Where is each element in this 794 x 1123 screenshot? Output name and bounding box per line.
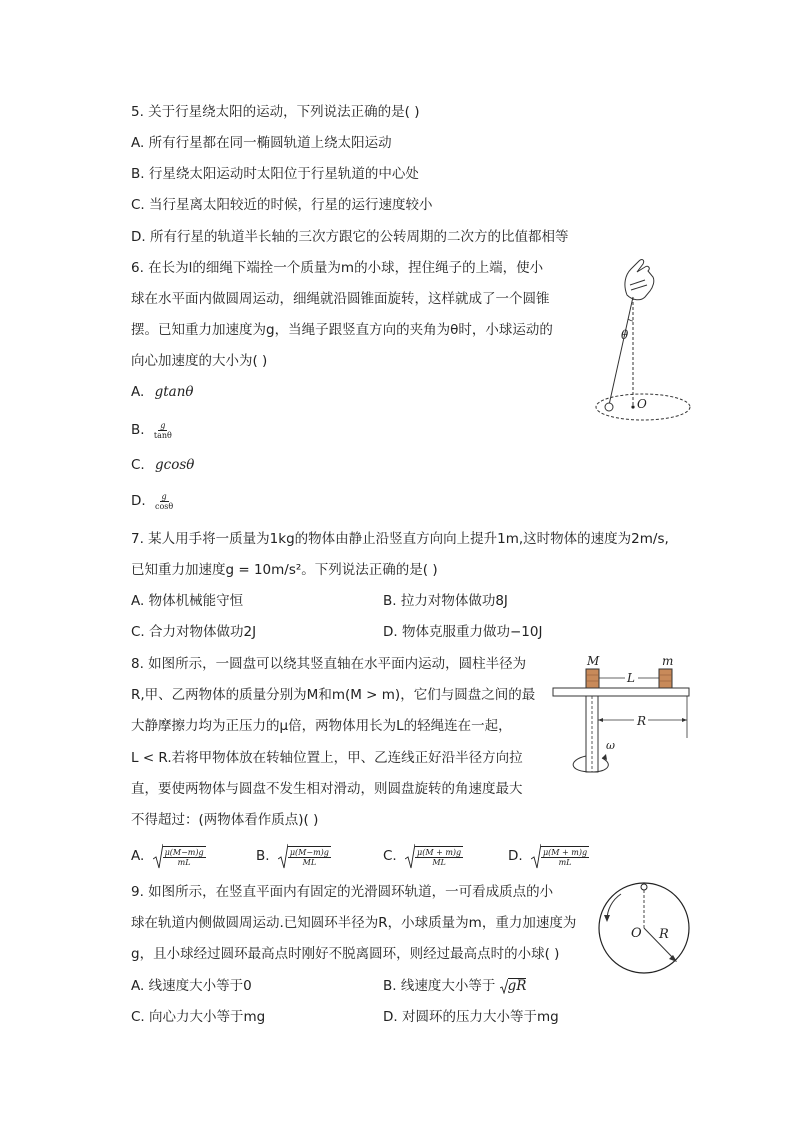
- q9-stem-line3: g，且小球经过圆环最高点时刚好不脱离圆环，则经过最高点时的小球( ): [131, 946, 560, 962]
- q6-option-b-label: B.: [131, 422, 145, 438]
- ball-at-top: [641, 884, 647, 890]
- q6-stem-line4: 向心加速度的大小为( ): [131, 353, 268, 369]
- q6-stem-line3: 摆。已知重力加速度为g，当绳子跟竖直方向的夹角为θ时，小球运动的: [131, 322, 553, 338]
- q8-option-a: [131, 843, 206, 869]
- q8-option-d-label: D.: [508, 848, 523, 864]
- q9-stem-line2: 球在轨道内侧做圆周运动.已知圆环半径为R，小球质量为m，重力加速度为: [131, 915, 577, 931]
- q8-stem-line5: 直，要使两物体与圆盘不发生相对滑动，则圆盘旋转的角速度最大: [131, 781, 523, 797]
- q6-option-d-label: D.: [131, 493, 146, 509]
- q6-option-a-formula: gtanθ: [154, 384, 194, 400]
- center-point: [631, 405, 634, 408]
- radical-sign-icon: [531, 843, 541, 869]
- q6-option-d: [131, 491, 173, 511]
- q7-option-c: C. 合力对物体做功2J: [131, 624, 257, 640]
- fig-O-label: O: [637, 397, 647, 411]
- q8-option-a-radical: [153, 843, 206, 869]
- q6-stem-line1: 6. 在长为l的细绳下端拴一个质量为m的小球，捏住绳子的上端，使小: [131, 260, 544, 276]
- string: [609, 297, 633, 405]
- q5-option-d: D. 所有行星的轨道半长轴的三次方跟它的公转周期的二次方的比值都相等: [131, 229, 569, 245]
- q8-option-c-label: C.: [383, 848, 397, 864]
- theta-arc: [628, 319, 633, 321]
- hand-icon: [625, 260, 654, 300]
- radical-sign-icon: [278, 843, 288, 869]
- q8-option-a-numerator: μ(M−m)g: [164, 847, 204, 857]
- q9-option-b-radical: [500, 978, 527, 994]
- q8-option-c-denominator: ML: [432, 857, 446, 867]
- block-M: [586, 669, 599, 688]
- fig-theta-label: θ: [621, 328, 629, 342]
- fig-O-label: O: [631, 926, 642, 941]
- q9-option-b: [383, 976, 526, 996]
- q8-option-b-label: B.: [256, 848, 270, 864]
- ball: [605, 403, 613, 411]
- fig-m-label: m: [662, 654, 674, 668]
- q8-option-a-denominator: mL: [177, 857, 191, 867]
- q6-option-d-denominator: cosθ: [154, 501, 174, 511]
- q9-option-b-radicand: gR: [507, 978, 527, 994]
- q9-option-b-label: B. 线速度大小等于: [383, 978, 496, 994]
- q8-option-d-denominator: mL: [558, 857, 572, 867]
- fig-R-label: R: [637, 714, 647, 728]
- fig-omega-label: ω: [606, 739, 615, 752]
- q6-option-c-formula: gcosθ: [155, 457, 195, 473]
- fig-M-label: M: [587, 654, 600, 668]
- q6-option-c-label: C.: [131, 457, 145, 473]
- fig-L-label: L: [627, 671, 635, 685]
- q6-option-c: [131, 455, 194, 475]
- radical-sign-icon: [153, 843, 163, 869]
- fig-R-label: R: [659, 927, 669, 942]
- q8-stem-line1: 8. 如图所示，一圆盘可以绕其竖直轴在水平面内运动，圆柱半径为: [131, 656, 527, 672]
- disc: [553, 688, 689, 696]
- q6-option-b-denominator: tanθ: [153, 430, 172, 440]
- radical-sign-icon: [405, 843, 415, 869]
- q5-option-b: B. 行星绕太阳运动时太阳位于行星轨道的中心处: [131, 166, 419, 182]
- q8-option-b-denominator: ML: [302, 857, 317, 867]
- block-m: [659, 669, 672, 688]
- q5-stem: 5. 关于行星绕太阳的运动，下列说法正确的是( ): [131, 104, 420, 120]
- q9-option-d: D. 对圆环的压力大小等于mg: [383, 1009, 559, 1025]
- q8-option-d-numerator: μ(M + m)g: [542, 847, 588, 857]
- q8-stem-line4: L < R.若将甲物体放在转轴位置上，甲、乙连线正好沿半径方向拉: [131, 750, 523, 766]
- q8-option-c-numerator: μ(M + m)g: [417, 847, 462, 857]
- q5-option-a: A. 所有行星都在同一椭圆轨道上绕太阳运动: [131, 135, 392, 151]
- q8-option-b-radical: [278, 843, 331, 869]
- q8-option-c-radical: [405, 843, 463, 869]
- q7-option-b: B. 拉力对物体做功8J: [383, 593, 508, 609]
- q7-stem-line1: 7. 某人用手将一质量为1kg的物体由静止沿竖直方向向上提升1m,这时物体的速度为2m/s,: [131, 531, 669, 547]
- q9-stem-line1: 9. 如图所示，在竖直平面内有固定的光滑圆环轨道，一可看成质点的小: [131, 884, 554, 900]
- q6-stem-line2: 球在水平面内做圆周运动，细绳就沿圆锥面旋转，这样就成了一个圆锥: [131, 291, 550, 307]
- q9-option-a: A. 线速度大小等于0: [131, 978, 252, 994]
- q8-stem-line6: 不得超过：(两物体看作质点)( ): [131, 812, 319, 828]
- radical-sign-icon: [500, 978, 508, 994]
- q6-option-b-fraction: [154, 421, 172, 440]
- q8-stem-line3: 大静摩擦力均为正压力的μ倍，两物体用长为L的轻绳连在一起，: [131, 718, 512, 734]
- q8-option-d-radical: [531, 843, 589, 869]
- q6-option-b: [131, 420, 172, 440]
- q8-option-c: [383, 843, 463, 869]
- q5-option-c: C. 当行星离太阳较近的时候，行星的运行速度较小: [131, 197, 433, 213]
- q6-option-a-label: A.: [131, 384, 145, 400]
- q8-option-b-numerator: μ(M−m)g: [289, 847, 329, 857]
- q9-circular-track-figure: [597, 880, 693, 976]
- q7-option-d: D. 物体克服重力做功−10J: [383, 624, 543, 640]
- q6-conical-pendulum-figure: [595, 255, 705, 435]
- q7-stem-line2: 已知重力加速度g = 10m/s²。下列说法正确的是( ): [131, 562, 438, 578]
- q6-option-d-numerator: g: [161, 491, 167, 501]
- q8-option-b: [256, 843, 331, 869]
- q6-option-d-fraction: [155, 492, 173, 511]
- q6-option-a: [131, 382, 194, 402]
- q7-option-a: A. 物体机械能守恒: [131, 593, 244, 609]
- q6-option-b-numerator: g: [160, 420, 166, 430]
- q8-stem-line2: R,甲、乙两物体的质量分别为M和m(M > m)，它们与圆盘之间的最: [131, 687, 536, 703]
- q8-option-d: [508, 843, 589, 869]
- q8-option-a-label: A.: [131, 848, 145, 864]
- q9-option-c: C. 向心力大小等于mg: [131, 1009, 266, 1025]
- q8-rotating-disc-figure: [550, 650, 695, 775]
